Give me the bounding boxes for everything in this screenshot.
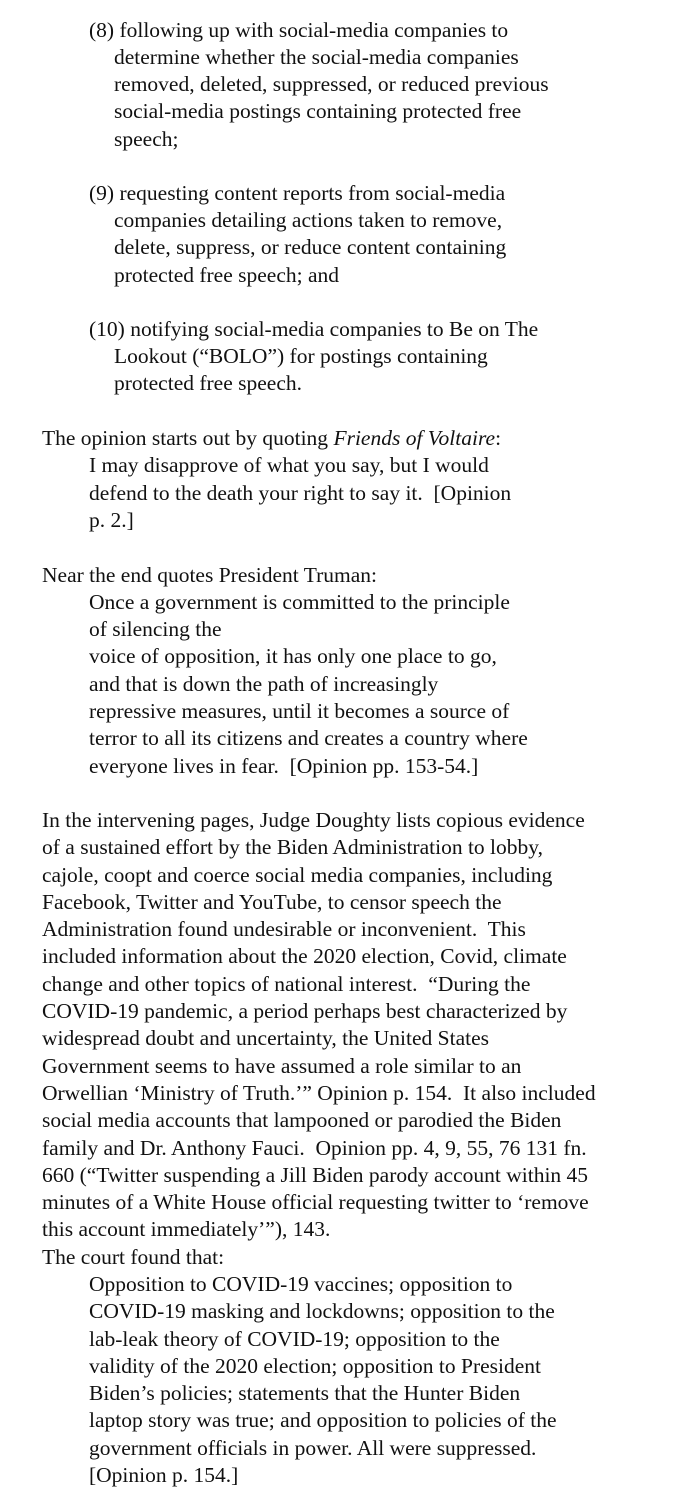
text-line: removed, deleted, suppressed, or reduced previous [114, 72, 549, 96]
paragraph-line: cajole, coopt and coerce social media companies, including [42, 863, 553, 887]
intro-colon: : [495, 426, 502, 450]
quote-line: Once a government is committed to the principle [89, 590, 510, 614]
paragraph-line: Facebook, Twitter and YouTube, to censor speech the [42, 890, 502, 914]
paragraph-line: Government seems to have assumed a role similar to an [42, 1054, 522, 1078]
quote-line: Opposition to COVID-19 vaccines; opposition to [89, 1272, 513, 1296]
quote-line: Biden’s policies; statements that the Hunter Biden [89, 1381, 521, 1405]
intro-text: The opinion starts out by quoting [42, 426, 334, 450]
text-line: (9) requesting content reports from social-media [89, 181, 506, 205]
paragraph-line: minutes of a White House official requesting twitter to ‘remove [42, 1190, 589, 1214]
intro-truman: Near the end quotes President Truman: [42, 563, 377, 587]
paragraph-line: In the intervening pages, Judge Doughty lists copious evidence [42, 808, 585, 832]
quote-line: of silencing the [89, 617, 222, 641]
quote-line: validity of the 2020 election; opposition to President [89, 1354, 542, 1378]
text-line: determine whether the social-media companies [114, 45, 519, 69]
quote-line: COVID-19 masking and lockdowns; opposition to the [89, 1299, 555, 1323]
quote-line: laptop story was true; and opposition to policies of the [89, 1408, 557, 1432]
quote-line: government officials in power. All were suppressed. [89, 1436, 537, 1460]
paragraph-line: included information about the 2020 election, Covid, climate [42, 944, 567, 968]
text-line: protected free speech; and [114, 263, 340, 287]
text-line: protected free speech. [114, 371, 303, 395]
paragraph-line: of a sustained effort by the Biden Administration to lobby, [42, 835, 543, 859]
quote-line: terror to all its citizens and creates a country where [89, 726, 528, 750]
paragraph-line: Administration found undesirable or inconvenient. This [42, 917, 526, 941]
quote-line: p. 2.] [89, 508, 134, 532]
paragraph-line: social media accounts that lampooned or parodied the Biden [42, 1108, 562, 1132]
quote-line: everyone lives in fear. [Opinion pp. 153-54.] [89, 754, 479, 778]
intro-voltaire [42, 425, 501, 452]
quote-line: repressive measures, until it becomes a source of [89, 699, 510, 723]
paragraph-line: this account immediately’”), 143. [42, 1217, 331, 1241]
text-line: (10) notifying social-media companies to Be on The [89, 317, 539, 341]
intro-italic-title: Friends of Voltaire [333, 426, 496, 450]
text-line: companies detailing actions taken to remove, [114, 208, 503, 232]
paragraph-line: family and Dr. Anthony Fauci. Opinion pp. 4, 9, 55, 76 131 fn. [42, 1136, 587, 1160]
quote-line: I may disapprove of what you say, but I would [89, 453, 489, 477]
text-line: speech; [114, 127, 179, 151]
paragraph-line: 660 (“Twitter suspending a Jill Biden parody account within 45 [42, 1163, 589, 1187]
text-line: (8) following up with social-media companies to [89, 18, 509, 42]
text-line: social-media postings containing protected free [114, 99, 522, 123]
text-line: Lookout (“BOLO”) for postings containing [114, 344, 488, 368]
quote-line: lab-leak theory of COVID-19; opposition to the [89, 1327, 500, 1351]
paragraph-line: Orwellian ‘Ministry of Truth.’” Opinion p. 154. It also included [42, 1081, 596, 1105]
quote-line: defend to the death your right to say it. [Opinion [89, 481, 512, 505]
quote-line: voice of opposition, it has only one place to go, [89, 644, 497, 668]
quote-line: and that is down the path of increasingly [89, 672, 439, 696]
paragraph-line: change and other topics of national interest. “During the [42, 972, 531, 996]
quote-line: [Opinion p. 154.] [89, 1463, 239, 1487]
intro-court: The court found that: [42, 1245, 225, 1269]
paragraph-line: widespread doubt and uncertainty, the United States [42, 1026, 489, 1050]
text-line: delete, suppress, or reduce content containing [114, 235, 507, 259]
paragraph-line: COVID-19 pandemic, a period perhaps best characterized by [42, 999, 568, 1023]
